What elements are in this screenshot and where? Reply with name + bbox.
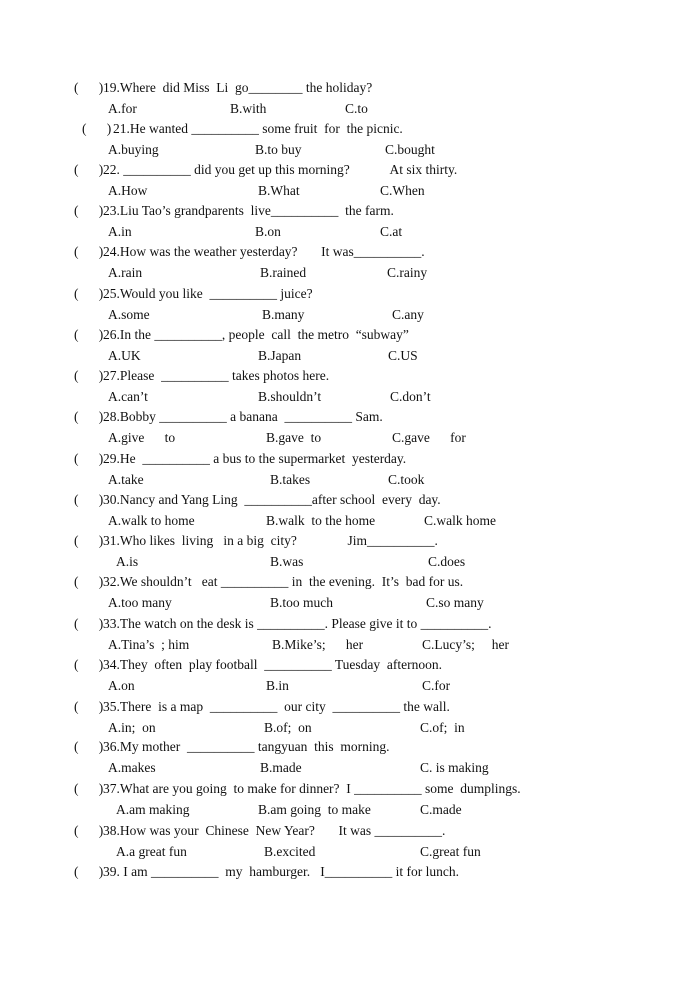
options-line	[0, 305, 696, 325]
options-line	[0, 758, 696, 778]
options-line	[0, 428, 696, 448]
answer-option: B.too much	[270, 595, 333, 610]
answer-option: C.does	[428, 554, 466, 569]
answer-option: A.is	[116, 554, 139, 569]
question-line	[0, 490, 696, 510]
answer-bracket[interactable]: ( )	[74, 739, 104, 754]
answer-option: B.takes	[270, 472, 311, 487]
answer-option: B.to buy	[255, 142, 302, 157]
answer-option: A.can’t	[108, 389, 148, 404]
answer-option: C.at	[380, 224, 403, 239]
answer-option: A.take	[108, 472, 144, 487]
answer-option: C.of; in	[420, 720, 465, 735]
question-line	[0, 655, 696, 675]
answer-option: A.in	[108, 224, 132, 239]
answer-option: C.any	[392, 307, 424, 322]
answer-option: A.give to	[108, 430, 176, 445]
answer-option: A.in; on	[108, 720, 156, 735]
answer-option: C.rainy	[387, 265, 428, 280]
answer-option: C.When	[380, 183, 425, 198]
answer-bracket[interactable]: ( )	[74, 80, 104, 95]
options-line	[0, 387, 696, 407]
answer-bracket[interactable]: ( )	[74, 451, 104, 466]
answer-option: A.too many	[108, 595, 172, 610]
question-stem: 34.They often play football __________ Tuesday afternoon.	[103, 657, 442, 672]
question-stem: 36.My mother __________ tangyuan this morning.	[103, 739, 390, 754]
answer-option: B.rained	[260, 265, 307, 280]
question-stem: 23.Liu Tao’s grandparents live__________ the farm.	[103, 203, 394, 218]
question-line	[0, 78, 696, 98]
answer-bracket[interactable]: ( )	[74, 409, 104, 424]
answer-option: B.was	[270, 554, 304, 569]
answer-option: C. is making	[420, 760, 489, 775]
options-line	[0, 181, 696, 201]
answer-bracket[interactable]: ( )	[74, 781, 104, 796]
answer-option: B.on	[255, 224, 281, 239]
question-line	[0, 407, 696, 427]
question-stem: 21.He wanted __________ some fruit for the picnic.	[113, 121, 403, 136]
question-line	[0, 821, 696, 841]
answer-option: A.walk to home	[108, 513, 195, 528]
question-line	[0, 531, 696, 551]
answer-option: B.many	[262, 307, 305, 322]
question-stem: 33.The watch on the desk is __________. Please give it to __________.	[103, 616, 492, 631]
answer-bracket[interactable]: ( )	[74, 286, 104, 301]
answer-option: B.of; on	[264, 720, 312, 735]
answer-bracket[interactable]: ( )	[74, 244, 104, 259]
answer-option: A.How	[108, 183, 148, 198]
answer-option: C.don’t	[390, 389, 431, 404]
answer-option: C.for	[422, 678, 451, 693]
answer-bracket[interactable]: ( )	[74, 657, 104, 672]
answer-option: C.to	[345, 101, 368, 116]
question-stem: 19.Where did Miss Li go________ the holiday?	[103, 80, 373, 95]
question-line	[0, 614, 696, 634]
answer-option: A.rain	[108, 265, 143, 280]
question-stem: 32.We shouldn’t eat __________ in the evening. It’s bad for us.	[103, 574, 464, 589]
answer-bracket[interactable]: ( )	[74, 492, 104, 507]
question-line	[0, 242, 696, 262]
options-line	[0, 346, 696, 366]
question-stem: 24.How was the weather yesterday? It was__________.	[103, 244, 425, 259]
answer-option: A.buying	[108, 142, 159, 157]
answer-option: B.am going to make	[258, 802, 371, 817]
answer-option: C.made	[420, 802, 462, 817]
answer-option: A.on	[108, 678, 135, 693]
question-stem: 31.Who likes living in a big city? Jim__________.	[103, 533, 438, 548]
question-stem: 25.Would you like __________ juice?	[103, 286, 313, 301]
answer-option: C.bought	[385, 142, 435, 157]
answer-bracket[interactable]: ( )	[74, 203, 104, 218]
question-line	[0, 201, 696, 221]
answer-option: A.UK	[108, 348, 141, 363]
answer-option: B.walk to the home	[266, 513, 376, 528]
options-line	[0, 842, 696, 862]
answer-option: B.with	[230, 101, 267, 116]
question-line	[0, 697, 696, 717]
options-line	[0, 140, 696, 160]
answer-option: B.shouldn’t	[258, 389, 322, 404]
question-stem: 37.What are you going to make for dinner? I __________ some dumplings.	[103, 781, 521, 796]
question-line	[0, 572, 696, 592]
answer-bracket[interactable]: ( )	[74, 699, 104, 714]
answer-option: C.great fun	[420, 844, 481, 859]
answer-bracket[interactable]: ( )	[82, 121, 112, 136]
question-line	[0, 779, 696, 799]
question-stem: 22. __________ did you get up this morning? At six thirty.	[103, 162, 458, 177]
answer-option: A.some	[108, 307, 150, 322]
answer-option: A.makes	[108, 760, 156, 775]
answer-bracket[interactable]: ( )	[74, 533, 104, 548]
options-line	[0, 222, 696, 242]
question-stem: 28.Bobby __________ a banana __________ Sam.	[103, 409, 383, 424]
answer-bracket[interactable]: ( )	[74, 327, 104, 342]
answer-bracket[interactable]: ( )	[74, 616, 104, 631]
question-stem: 26.In the __________, people call the metro “subway”	[103, 327, 409, 342]
question-line	[0, 366, 696, 386]
answer-option: B.excited	[264, 844, 316, 859]
answer-option: C.took	[388, 472, 425, 487]
options-line	[0, 511, 696, 531]
options-line	[0, 635, 696, 655]
question-stem: 38.How was your Chinese New Year? It was __________.	[103, 823, 446, 838]
answer-option: A.a great fun	[116, 844, 187, 859]
answer-option: B.Japan	[258, 348, 302, 363]
answer-option: B.in	[266, 678, 289, 693]
options-line	[0, 718, 696, 738]
answer-option: C.US	[388, 348, 418, 363]
question-stem: 35.There is a map __________ our city __________ the wall.	[103, 699, 450, 714]
question-line	[0, 284, 696, 304]
answer-option: C.walk home	[424, 513, 496, 528]
question-line	[0, 119, 696, 139]
answer-option: C.so many	[426, 595, 484, 610]
options-line	[0, 470, 696, 490]
answer-option: B.made	[260, 760, 302, 775]
question-stem: 29.He __________ a bus to the supermarket yesterday.	[103, 451, 407, 466]
options-line	[0, 263, 696, 283]
answer-option: A.Tina’s ; him	[108, 637, 190, 652]
answer-option: B.gave to	[266, 430, 322, 445]
options-line	[0, 676, 696, 696]
options-line	[0, 99, 696, 119]
answer-option: C.Lucy’s; her	[422, 637, 509, 652]
options-line	[0, 552, 696, 572]
question-stem: 27.Please __________ takes photos here.	[103, 368, 330, 383]
answer-option: C.gave for	[392, 430, 466, 445]
answer-option: A.for	[108, 101, 137, 116]
question-stem: 30.Nancy and Yang Ling __________after school every day.	[103, 492, 441, 507]
answer-option: B.Mike’s; her	[272, 637, 364, 652]
question-line	[0, 325, 696, 345]
options-line	[0, 800, 696, 820]
answer-bracket[interactable]: ( )	[74, 574, 104, 589]
answer-bracket[interactable]: ( )	[74, 823, 104, 838]
answer-bracket[interactable]: ( )	[74, 162, 104, 177]
question-line	[0, 737, 696, 757]
answer-option: A.am making	[116, 802, 190, 817]
answer-option: B.What	[258, 183, 300, 198]
answer-bracket[interactable]: ( )	[74, 864, 104, 879]
question-line	[0, 449, 696, 469]
question-line	[0, 160, 696, 180]
answer-bracket[interactable]: ( )	[74, 368, 104, 383]
options-line	[0, 593, 696, 613]
question-line	[0, 862, 696, 882]
question-stem: 39. I am __________ my hamburger. I__________ it for lunch.	[103, 864, 459, 879]
